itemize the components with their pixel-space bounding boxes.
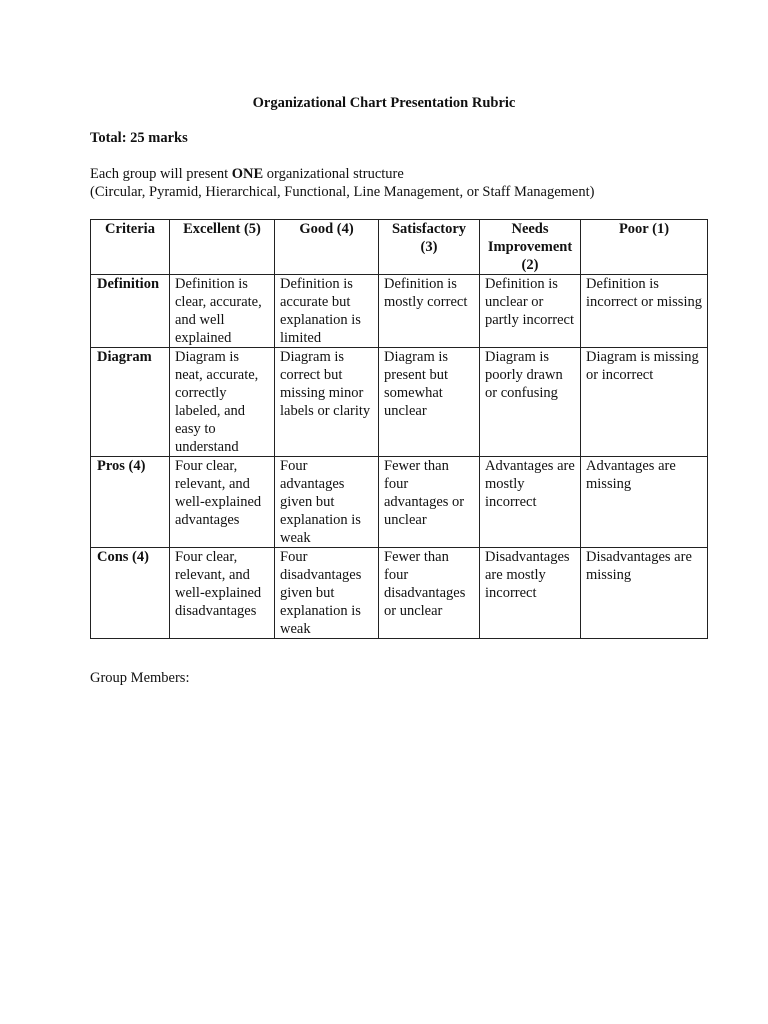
rubric-cell: Advantages are mostly incorrect [480,457,581,548]
intro-text [90,165,594,201]
header-excellent: Excellent (5) [170,220,275,275]
rubric-cell: Diagram is present but somewhat unclear [379,348,480,457]
table-row [91,457,708,548]
intro-emphasis: ONE [231,166,264,182]
group-members-label: Group Members: [90,670,190,686]
criteria-cell: Pros (4) [91,457,170,548]
rubric-cell: Fewer than four advantages or unclear [379,457,480,548]
total-marks: Total: 25 marks [90,130,188,146]
criteria-cell: Cons (4) [91,548,170,639]
intro-after: organizational structure [263,166,404,182]
criteria-cell: Definition [91,275,170,348]
header-satisfactory: Satisfactory (3) [379,220,480,275]
intro-line-2: (Circular, Pyramid, Hierarchical, Functional, Line Management, or Staff Management) [90,184,595,200]
rubric-table [90,219,708,639]
rubric-cell: Definition is clear, accurate, and well explained [170,275,275,348]
rubric-cell: Diagram is neat, accurate, correctly labeled, and easy to understand [170,348,275,457]
rubric-cell: Four clear, relevant, and well-explained advantages [170,457,275,548]
rubric-cell: Definition is mostly correct [379,275,480,348]
rubric-cell: Disadvantages are missing [581,548,708,639]
rubric-cell: Four disadvantages given but explanation is weak [275,548,379,639]
rubric-cell: Disadvantages are mostly incorrect [480,548,581,639]
criteria-cell: Diagram [91,348,170,457]
rubric-cell: Fewer than four disadvantages or unclear [379,548,480,639]
header-good: Good (4) [275,220,379,275]
table-header-row [91,220,708,275]
page-title: Organizational Chart Presentation Rubric [252,95,516,111]
header-needs-improvement: Needs Improvement (2) [480,220,581,275]
rubric-cell: Definition is unclear or partly incorrect [480,275,581,348]
header-poor: Poor (1) [581,220,708,275]
rubric-cell: Diagram is poorly drawn or confusing [480,348,581,457]
rubric-cell: Four clear, relevant, and well-explained disadvantages [170,548,275,639]
rubric-cell: Diagram is correct but missing minor labels or clarity [275,348,379,457]
intro-before: Each group will present [90,166,232,182]
rubric-cell: Definition is accurate but explanation is limited [275,275,379,348]
header-criteria: Criteria [91,220,170,275]
rubric-cell: Diagram is missing or incorrect [581,348,708,457]
rubric-cell: Four advantages given but explanation is weak [275,457,379,548]
intro-line-1 [90,165,594,183]
rubric-cell: Advantages are missing [581,457,708,548]
table-row [91,348,708,457]
table-row [91,275,708,348]
table-row [91,548,708,639]
rubric-cell: Definition is incorrect or missing [581,275,708,348]
